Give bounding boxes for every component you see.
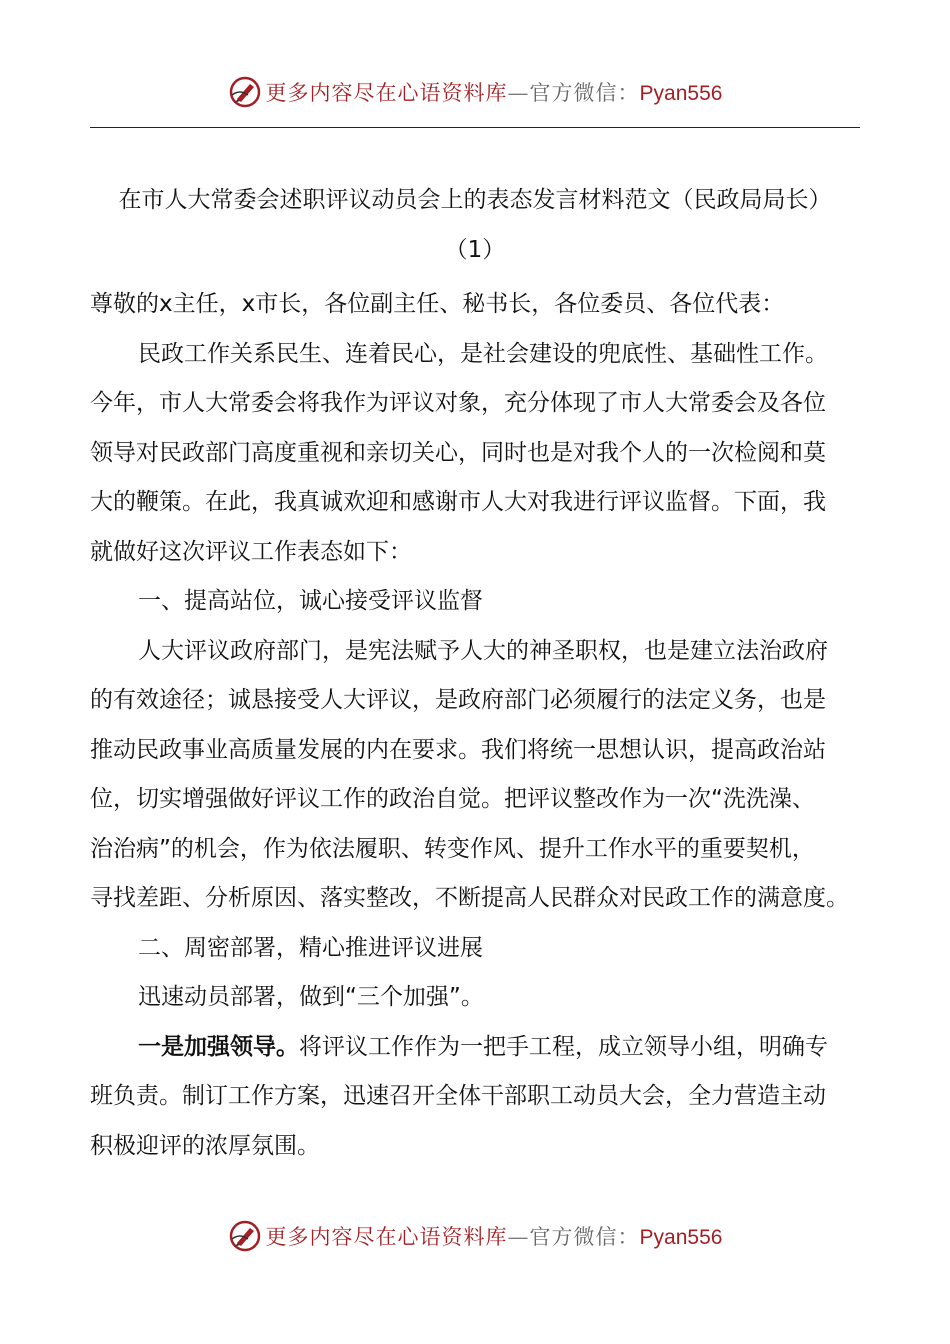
salutation: 尊敬的x主任，x市长，各位副主任、秘书长，各位委员、各位代表：: [90, 291, 785, 317]
bold-lead: 一是加强领导。: [138, 1034, 299, 1060]
paragraph-line: 就做好这次评议工作表态如下：: [90, 539, 412, 565]
paragraph-line: 班负责。制订工作方案，迅速召开全体干部职工动员大会，全力营造主动: [90, 1083, 826, 1109]
pen-logo-icon: [228, 75, 262, 109]
header-wechat-label: 官方微信：: [529, 81, 640, 105]
paragraph-line: 的有效途径；诚恳接受人大评议，是政府部门必须履行的法定义务，也是: [90, 687, 826, 713]
section-heading-2: 二、周密部署，精心推进评议进展: [138, 935, 483, 961]
document-title-number: （1）: [444, 237, 506, 263]
paragraph-text: 将评议工作作为一把手工程，成立领导小组，明确专: [299, 1034, 828, 1060]
header-wechat-id: Pyan556: [639, 82, 723, 105]
paragraph-line: 今年，市人大常委会将我作为评议对象，充分体现了市人大常委会及各位: [90, 390, 826, 416]
footer-wechat-label: 官方微信：: [529, 1225, 640, 1249]
paragraph-line: 大的鞭策。在此，我真诚欢迎和感谢市人大对我进行评议监督。下面，我: [90, 489, 826, 515]
header-brand: 更多内容尽在心语资料库: [265, 81, 508, 105]
paragraph-line: 治治病”的机会，作为依法履职、转变作风、提升工作水平的重要契机，: [90, 836, 815, 862]
section-heading-1: 一、提高站位，诚心接受评议监督: [138, 588, 483, 614]
footer-dash: —: [507, 1225, 530, 1249]
footer-banner: [0, 1216, 950, 1256]
footer-brand: 更多内容尽在心语资料库: [265, 1225, 508, 1249]
header-banner: [0, 72, 950, 112]
paragraph-line: 人大评议政府部门，是宪法赋予人大的神圣职权，也是建立法治政府: [138, 638, 828, 664]
paragraph-line: 位，切实增强做好评议工作的政治自觉。把评议整改作为一次“洗洗澡、: [90, 786, 815, 812]
paragraph-line: 积极迎评的浓厚氛围。: [90, 1133, 320, 1159]
header-banner-text: [266, 77, 723, 107]
header-dash: —: [507, 81, 530, 105]
paragraph-line: 寻找差距、分析原因、落实整改，不断提高人民群众对民政工作的满意度。: [90, 885, 849, 911]
paragraph-line: 领导对民政部门高度重视和亲切关心，同时也是对我个人的一次检阅和莫: [90, 440, 826, 466]
paragraph-line: [138, 1032, 828, 1062]
paragraph-line: 迅速动员部署，做到“三个加强”。: [138, 984, 484, 1010]
footer-banner-text: [266, 1221, 723, 1251]
footer-wechat-id: Pyan556: [639, 1226, 723, 1249]
document-title: 在市人大常委会述职评议动员会上的表态发言材料范文（民政局局长）: [118, 187, 832, 213]
paragraph-line: 推动民政事业高质量发展的内在要求。我们将统一思想认识，提高政治站: [90, 737, 826, 763]
paragraph-line: 民政工作关系民生、连着民心，是社会建设的兜底性、基础性工作。: [138, 341, 828, 367]
header-divider: [90, 127, 860, 128]
pen-logo-icon: [228, 1219, 262, 1253]
